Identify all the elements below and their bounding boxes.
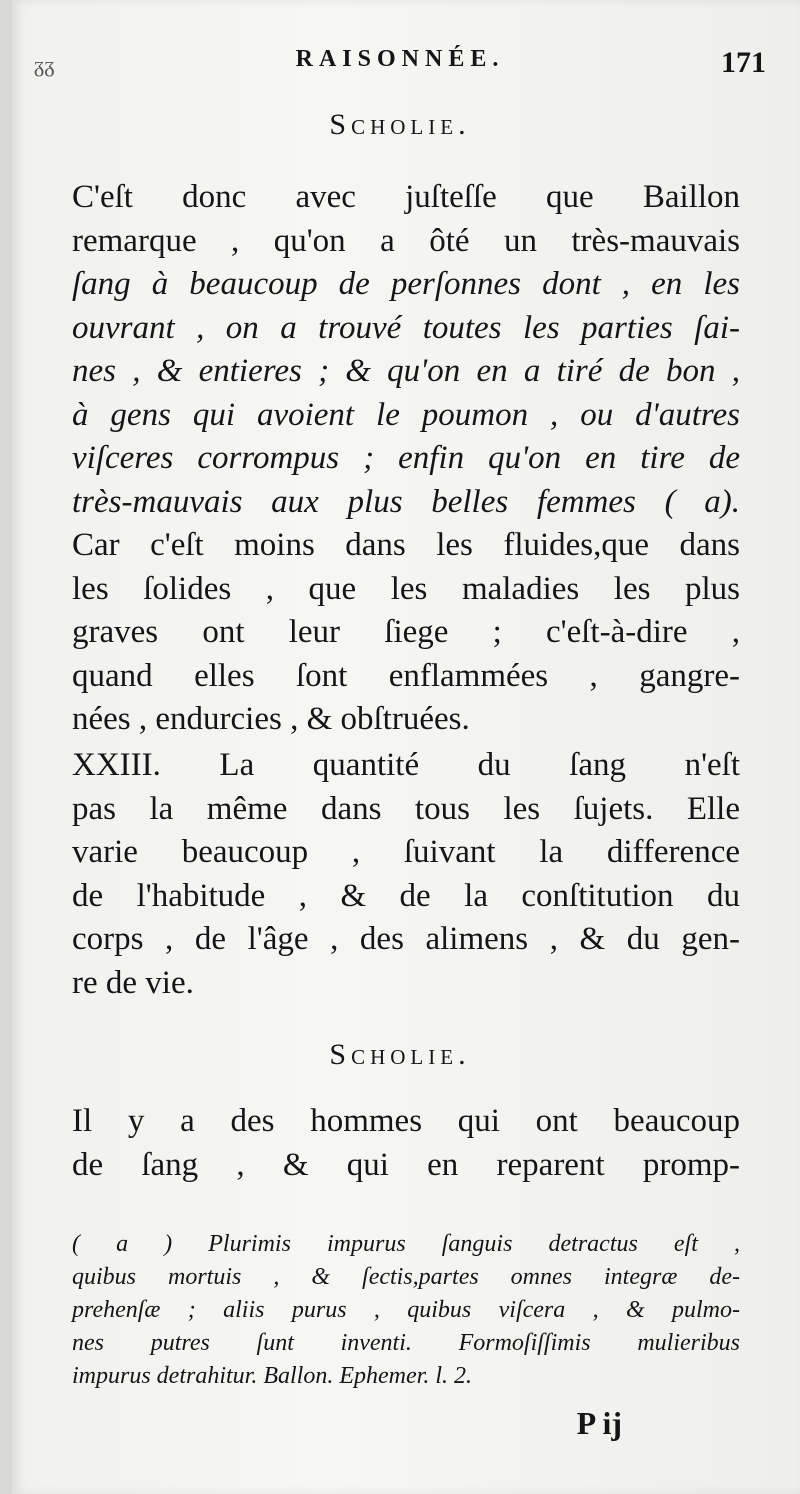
text-line: XXIII. La quantité du ſang n'eſt [72, 747, 740, 783]
paragraph-3 [72, 1100, 740, 1187]
running-header [0, 46, 800, 86]
text-line: viſceres corrompus ; enfin qu'on en tire de [72, 440, 740, 476]
text-line: quand elles ſont enflammées , gangre- [72, 657, 740, 694]
text-line: très-mauvais aux plus belles femmes ( a). [72, 483, 740, 520]
margin-mark: ᵹᵹ [34, 52, 55, 77]
footnote-line: nes putres ſunt inventi. Formoſiſſimis mulieribus [72, 1330, 740, 1356]
text-line: Car c'eſt moins dans les fluides,que dans [72, 527, 740, 563]
text-line: C'eſt donc avec juſteſſe que Baillon [72, 179, 740, 215]
page-number: 171 [721, 46, 766, 79]
text-line: Il y a des hommes qui ont beaucoup [72, 1103, 740, 1139]
text-line: ouvrant , on a trouvé toutes les parties ſai- [72, 309, 740, 346]
footnote [72, 1228, 740, 1393]
text-line: nes , & entieres ; & qu'on en a tiré de bon , [72, 353, 740, 389]
footnote-line: ( a ) Plurimis impurus ſanguis detractus eſt , [72, 1231, 740, 1257]
text-line: varie beaucoup , ſuivant la difference [72, 834, 740, 870]
text-line: de ſang , & qui en reparent promp- [72, 1146, 740, 1183]
text-line: re de vie. [72, 964, 194, 1001]
footnote-line: impurus detrahitur. Ballon. Ephemer. l. 2. [72, 1363, 472, 1389]
text-line: à gens qui avoient le poumon , ou d'autres [72, 396, 740, 433]
text-line: de l'habitude , & de la conſtitution du [72, 877, 740, 914]
text-line: nées , endurcies , & obſtruées. [72, 701, 470, 737]
running-title: RAISONNÉE. [295, 46, 505, 72]
text-line: ſang à beaucoup de perſonnes dont , en les [72, 266, 740, 302]
footnote-line: prehenſæ ; aliis purus , quibus viſcera , & pulmo- [72, 1297, 740, 1323]
scholie-heading-2: Scholie. [329, 1038, 471, 1071]
text-line: corps , de l'âge , des alimens , & du gen- [72, 921, 740, 957]
text-line: graves ont leur ſiege ; c'eſt-à-dire , [72, 614, 740, 650]
signature-mark: P ij [576, 1405, 622, 1441]
paragraph-1 [72, 176, 740, 742]
text-line: les ſolides , que les maladies les plus [72, 570, 740, 607]
text-line: remarque , qu'on a ôté un très-mauvais [72, 222, 740, 259]
scholie-heading-1: Scholie. [329, 108, 471, 141]
paragraph-2 [72, 744, 740, 1005]
footnote-line: quibus mortuis , & ſectis,partes omnes integræ de- [72, 1264, 740, 1290]
text-line: pas la même dans tous les ſujets. Elle [72, 790, 740, 827]
